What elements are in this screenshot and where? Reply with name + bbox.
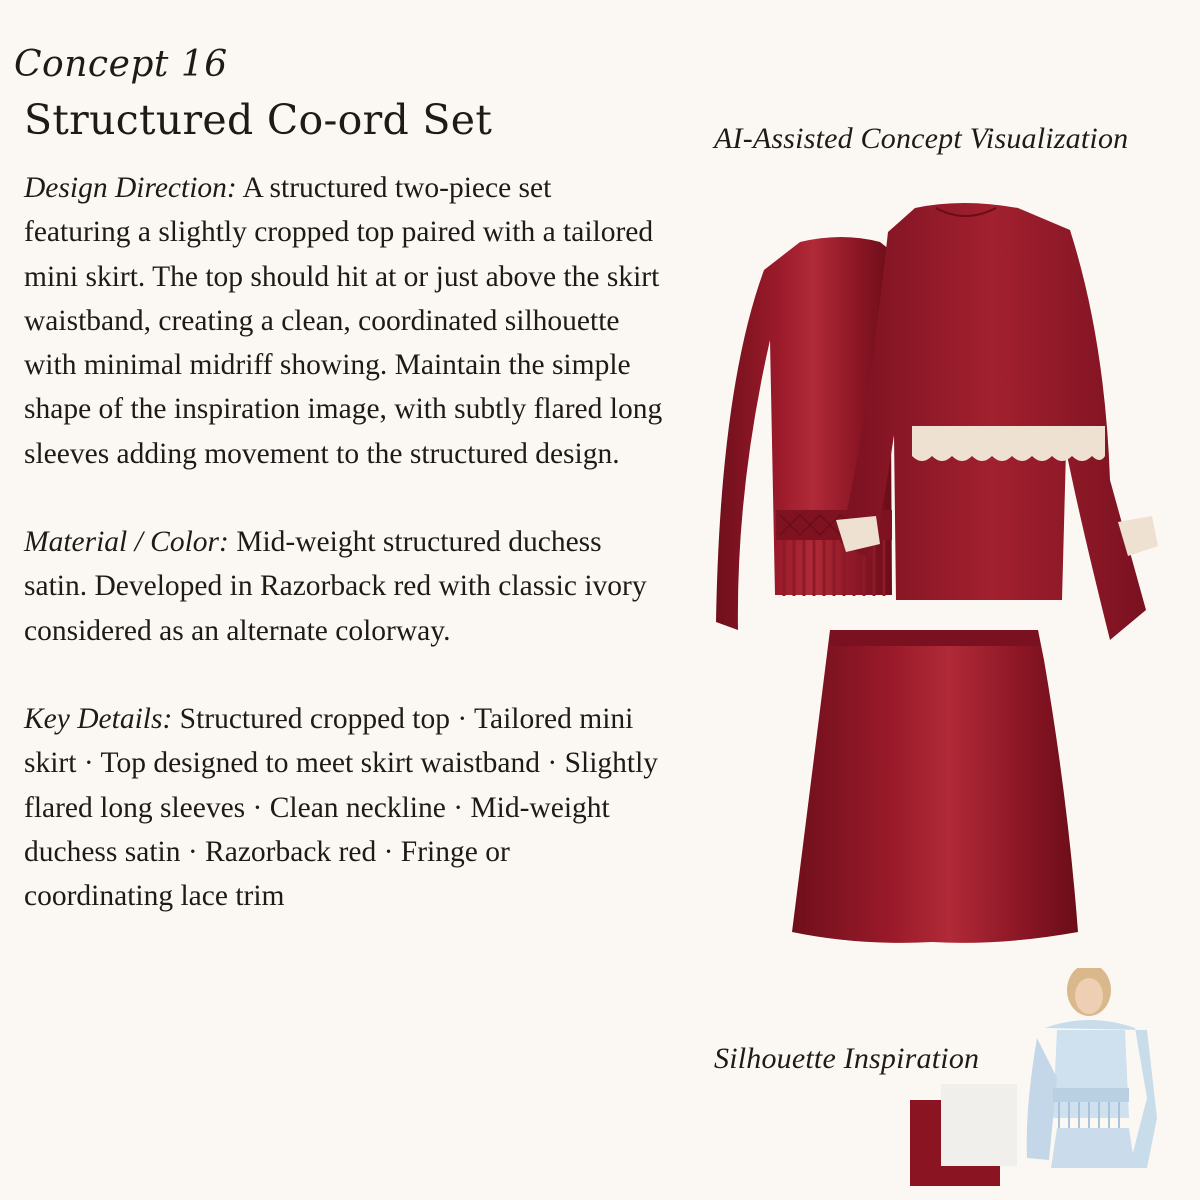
design-direction-label: Design Direction:: [24, 172, 237, 204]
mini-skirt-garment: [792, 630, 1078, 943]
ivory-swatch: [941, 1084, 1021, 1166]
key-details-section: [24, 697, 664, 918]
design-direction-section: [24, 166, 664, 476]
material-color-section: [24, 520, 664, 653]
description-body: [24, 166, 664, 962]
page-title: Structured Co-ord Set: [24, 96, 493, 144]
visualization-caption: AI-Assisted Concept Visualization: [714, 122, 1129, 155]
design-direction-text: A structured two-piece set featuring a slightly cropped top paired with a tailored mini skirt. The top should hit at or just above the skirt waistband, creating a clean, coordinated silhouette with minimal midriff showing. Maintain the simple shape of the inspiration image, with subtly flared long sleeves adding movement to the structured design.: [24, 172, 663, 470]
material-color-text: Mid-weight structured duchess satin. Developed in Razorback red with classic ivory considered as an alternate colorway.: [24, 526, 647, 647]
key-details-label: Key Details:: [24, 702, 173, 735]
concept-label: Concept 16: [14, 44, 228, 85]
key-details-text: Structured cropped top · Tailored mini skirt · Top designed to meet skirt waistband · Slightly flared long sleeves · Clean neckline · Mid-weight duchess satin · Razorback red · Fringe or coordinating lace trim: [24, 702, 659, 913]
inspiration-caption: Silhouette Inspiration: [714, 1042, 980, 1075]
inspiration-photo: [1017, 968, 1167, 1168]
material-color-label: Material / Color:: [24, 526, 229, 559]
concept-visualization-image: [700, 190, 1160, 950]
